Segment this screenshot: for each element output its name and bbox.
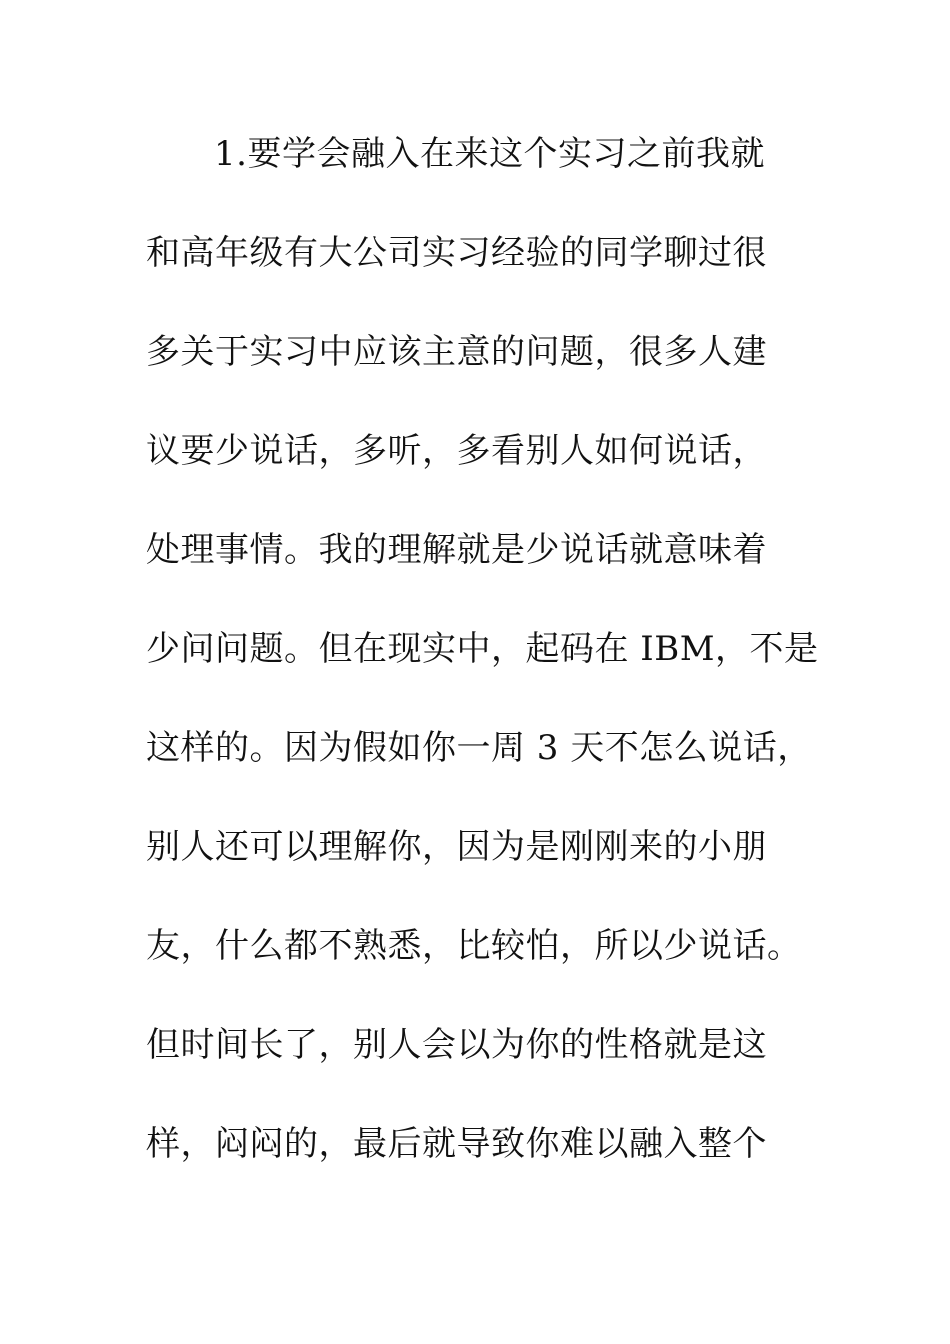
- text-line: 和高年级有大公司实习经验的同学聊过很: [146, 233, 767, 273]
- text-line: 议要少说话，多听，多看别人如何说话，: [146, 431, 767, 471]
- text-line: 别人还可以理解你，因为是刚刚来的小朋: [146, 827, 767, 867]
- text-line: 这样的。因为假如你一周 3 天不怎么说话，: [146, 728, 812, 768]
- text-line: 但时间长了，别人会以为你的性格就是这: [146, 1025, 767, 1065]
- text-line: 1.要学会融入在来这个实习之前我就: [214, 134, 765, 174]
- text-line: 样，闷闷的，最后就导致你难以融入整个: [146, 1124, 767, 1164]
- text-line: 少问问题。但在现实中，起码在 IBM，不是: [146, 629, 819, 669]
- text-line: 友，什么都不熟悉，比较怕，所以少说话。: [146, 926, 802, 966]
- body-text: [146, 126, 826, 1215]
- text-line: 处理事情。我的理解就是少说话就意味着: [146, 530, 767, 570]
- text-line: 多关于实习中应该主意的问题，很多人建: [146, 332, 767, 372]
